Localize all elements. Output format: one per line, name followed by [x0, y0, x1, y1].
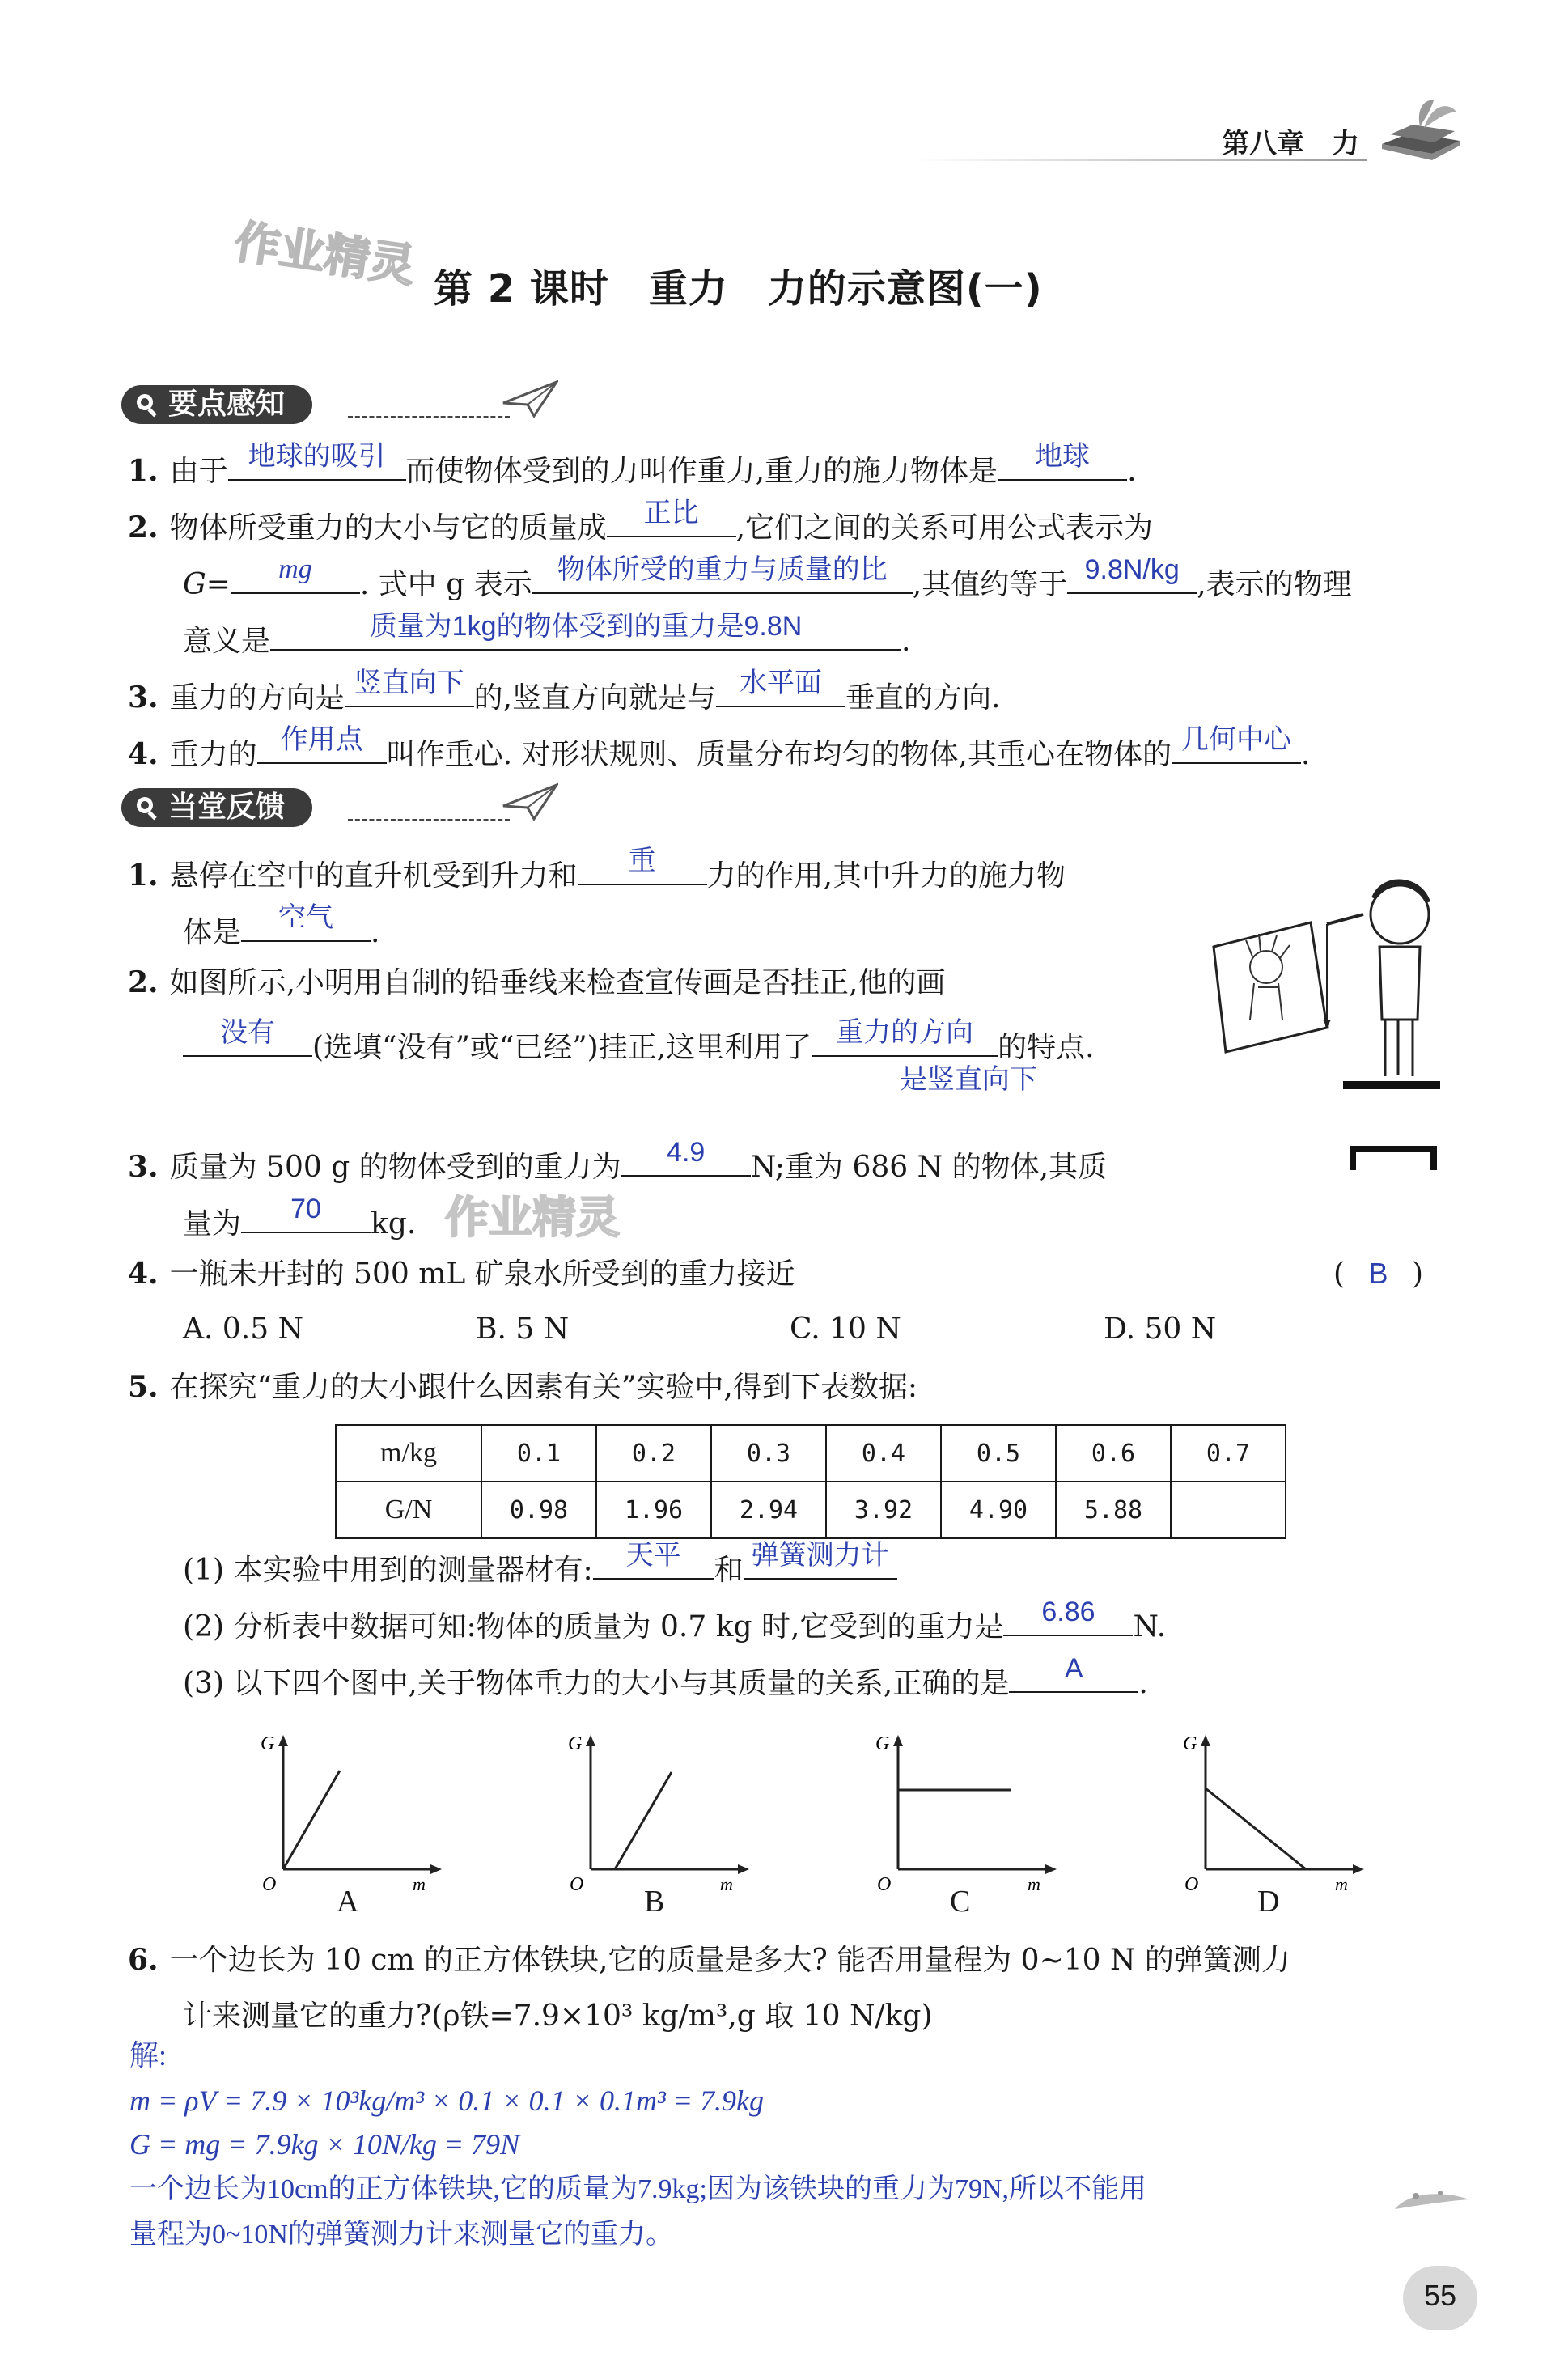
origin-label: O [877, 1874, 892, 1894]
solution-line-2: G = mg = 7.9kg × 10N/kg = 79N [129, 2128, 520, 2161]
axis-label-m: m [1028, 1874, 1040, 1894]
feedback-question-5: 5. 在探究“重力的大小跟什么因素有关”实验中,得到下表数据: [128, 1370, 917, 1404]
solution-line-4: 量程为0~10N的弹簧测力计来测量它的重力。 [129, 2220, 673, 2250]
decorative-dots-icon [1392, 2185, 1473, 2217]
graph-label-c: C [950, 1885, 971, 1919]
solution-label: 解: [129, 2039, 167, 2072]
table-row [336, 1425, 1286, 1482]
feedback-question-3: 3. 质量为 500 g 的物体受到的重力为 4.9 N;重为 686 N 的物体,其质 [128, 1137, 1108, 1184]
axis-label-g: G [568, 1733, 583, 1754]
answer-blank[interactable]: mg [231, 560, 360, 594]
corner-mark [1350, 1146, 1437, 1170]
option-d[interactable]: D. 50 N [1104, 1313, 1217, 1346]
answer-blank[interactable]: 6.86 [1003, 1602, 1133, 1636]
answer-blank[interactable]: 70 [241, 1199, 371, 1233]
watermark: 作业精灵 [231, 215, 418, 294]
page-number: 55 [1423, 2279, 1457, 2312]
table-header-mass: m/kg [336, 1425, 481, 1482]
answer-blank[interactable]: 正比 [607, 503, 736, 537]
axis-label-g: G [875, 1733, 890, 1754]
table-cell: 0.98 [481, 1482, 596, 1538]
option-b[interactable]: B. 5 N [476, 1313, 570, 1346]
answer-blank[interactable]: 4.9 [621, 1143, 751, 1177]
answer-blank[interactable]: 作用点 [257, 730, 387, 764]
answer-blank[interactable]: A [1009, 1659, 1138, 1693]
feedback-question-6: 6. 一个边长为 10 cm 的正方体铁块,它的质量是多大? 能否用量程为 0~10 N 的弹簧测力 [128, 1943, 1290, 1977]
section-trail [348, 416, 510, 418]
question-4: 4. 重力的 作用点 叫作重心. 对形状规则、质量分布均匀的物体,其重心在物体的 几何中心 . [128, 724, 1311, 771]
graph-label-d: D [1257, 1885, 1280, 1919]
answer-blank[interactable]: 天平 [593, 1546, 714, 1580]
section-header-class-feedback: 当堂反馈 [121, 788, 312, 827]
section-trail [348, 819, 510, 821]
plumb-line-illustration [1206, 866, 1448, 1101]
table-row [336, 1482, 1286, 1538]
axis-label-g: G [261, 1733, 275, 1754]
axis-label-m: m [1335, 1874, 1348, 1894]
sub-question-2: (2) 分析表中数据可知:物体的质量为 0.7 kg 时,它受到的重力是 6.86 N. [183, 1597, 1167, 1643]
answer-blank[interactable]: 重 [578, 851, 707, 885]
choice-bracket: ( B ) [1333, 1257, 1424, 1291]
answer-blank[interactable]: 9.8N/kg [1067, 560, 1197, 594]
feedback-question-1: 1. 悬停在空中的直升机受到升力和 重 力的作用,其中升力的施力物 [128, 846, 1066, 893]
table-cell: 3.92 [826, 1482, 941, 1538]
answer-blank[interactable]: 竖直向下 [345, 673, 474, 707]
graph-label-b: B [644, 1885, 665, 1919]
graph-label-a: A [337, 1885, 359, 1919]
watermark: 作业精灵 [445, 1192, 620, 1243]
option-c[interactable]: C. 10 N [790, 1313, 901, 1346]
table-cell: 0.5 [941, 1425, 1056, 1482]
table-cell[interactable] [1171, 1482, 1286, 1538]
answer-blank[interactable]: 几何中心 [1172, 730, 1301, 764]
paper-plane-icon [502, 379, 558, 419]
table-cell: 4.90 [941, 1482, 1056, 1538]
table-cell: 5.88 [1056, 1482, 1171, 1538]
graph-a[interactable] [251, 1732, 445, 1894]
table-cell: 0.6 [1056, 1425, 1171, 1482]
feedback-question-3-line-2: 量为 70 kg. [183, 1194, 417, 1241]
question-2-line-2: G= mg . 式中 g 表示 物体所受的重力与质量的比 ,其值约等于 9.8N/kg ,表示的物理 [183, 554, 1352, 601]
table-cell: 2.94 [711, 1482, 826, 1538]
answer-blank[interactable]: 水平面 [716, 673, 845, 707]
answer-blank[interactable]: 空气 [241, 908, 371, 942]
answer-continuation: 是竖直向下 [900, 1064, 1037, 1095]
origin-label: O [570, 1874, 584, 1894]
question-2-line-3: 意义是 质量为1kg的物体受到的重力是9.8N . [183, 611, 911, 658]
question-1: 1. 由于 地球的吸引 而使物体受到的力叫作重力,重力的施力物体是 地球 . [128, 441, 1137, 488]
table-cell: 0.1 [481, 1425, 596, 1482]
sub-question-1: (1) 本实验中用到的测量器材有: 天平 和 弹簧测力计 [183, 1546, 897, 1588]
option-a[interactable]: A. 0.5 N [183, 1313, 304, 1346]
answer-blank[interactable]: 地球 [998, 447, 1127, 481]
data-table [335, 1424, 1286, 1539]
table-cell: 0.4 [826, 1425, 941, 1482]
origin-label: O [262, 1874, 277, 1894]
choice-answer[interactable]: B [1368, 1257, 1388, 1290]
feedback-question-1-line-2: 体是 空气 . [183, 902, 380, 949]
table-cell: 0.2 [596, 1425, 711, 1482]
axis-label-g: G [1183, 1733, 1197, 1754]
axis-label-m: m [720, 1874, 733, 1894]
magnifier-icon [133, 793, 162, 822]
magnifier-icon [133, 390, 162, 419]
lesson-title: 第 2 课时 重力 力的示意图(一) [434, 266, 1043, 312]
graph-d[interactable] [1173, 1732, 1367, 1894]
paper-plane-icon [502, 782, 558, 822]
answer-blank[interactable]: 重力的方向 [812, 1023, 998, 1057]
feedback-question-2-line-2: 没有 (选填“没有”或“已经”)挂正,这里利用了 重力的方向 的特点. [183, 1023, 1095, 1066]
table-header-gravity: G/N [336, 1482, 481, 1538]
feedback-question-4: 4. 一瓶未开封的 500 mL 矿泉水所受到的重力接近 [128, 1257, 795, 1291]
table-cell: 0.7 [1171, 1425, 1286, 1482]
answer-blank[interactable]: 地球的吸引 [228, 447, 406, 481]
question-3: 3. 重力的方向是 竖直向下 的,竖直方向就是与 水平面 垂直的方向. [128, 668, 1001, 715]
answer-blank[interactable]: 没有 [183, 1023, 312, 1057]
table-cell: 0.3 [711, 1425, 826, 1482]
feedback-question-6-line-2: 计来测量它的重力?(ρ铁=7.9×10³ kg/m³,g 取 10 N/kg) [183, 2000, 933, 2033]
answer-blank[interactable]: 质量为1kg的物体受到的重力是9.8N [270, 617, 901, 651]
origin-label: O [1184, 1874, 1199, 1894]
graph-b[interactable] [558, 1732, 752, 1894]
solution-line-3: 一个边长为10cm的正方体铁块,它的质量为7.9kg;因为该铁块的重力为79N,所以不能用 [129, 2174, 1147, 2204]
feedback-question-2: 2. 如图所示,小明用自制的铅垂线来检查宣传画是否挂正,他的画 [128, 965, 946, 999]
sub-question-3: (3) 以下四个图中,关于物体重力的大小与其质量的关系,正确的是 A . [183, 1653, 1148, 1700]
axis-label-m: m [413, 1874, 426, 1894]
section-header-key-points: 要点感知 [121, 385, 312, 424]
table-cell: 1.96 [596, 1482, 711, 1538]
solution-line-1: m = ρV = 7.9 × 10³kg/m³ × 0.1 × 0.1 × 0.1m³ = 7.9kg [129, 2084, 765, 2117]
books-icon [1375, 95, 1464, 168]
graph-c[interactable] [866, 1732, 1060, 1894]
answer-blank[interactable]: 弹簧测力计 [744, 1546, 897, 1580]
answer-blank[interactable]: 物体所受的重力与质量的比 [532, 560, 913, 594]
chapter-header: 第八章 力 [1222, 128, 1359, 160]
question-2: 2. 物体所受重力的大小与它的质量成 正比 ,它们之间的关系可用公式表示为 [128, 498, 1154, 545]
